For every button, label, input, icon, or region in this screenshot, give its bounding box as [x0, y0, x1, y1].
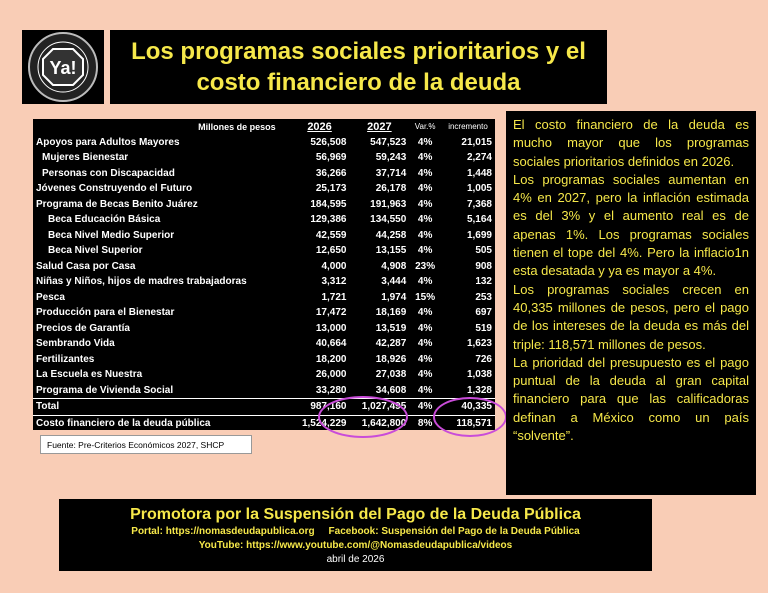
highlight-ellipse-2027	[318, 396, 408, 438]
value-increment: 505	[475, 245, 492, 257]
program-label: Beca Nivel Superior	[48, 245, 143, 257]
value-2027: 18,926	[375, 353, 407, 365]
value-var: 4%	[417, 245, 433, 257]
value-increment: 2,274	[466, 152, 492, 164]
logo	[22, 30, 104, 104]
value-2026: 56,969	[315, 152, 347, 164]
value-increment: 5,164	[466, 214, 492, 226]
value-var: 4%	[417, 307, 433, 319]
value-increment: 7,368	[466, 198, 492, 210]
program-label: Niñas y Niños, hijos de madres trabajadoras	[36, 276, 247, 288]
value-increment: 726	[475, 353, 492, 365]
table-row	[33, 212, 495, 228]
program-label: Beca Nivel Medio Superior	[48, 229, 175, 241]
table-row	[33, 135, 495, 151]
value-2027: 26,178	[375, 183, 407, 195]
footer	[59, 499, 652, 571]
value-increment: 21,015	[461, 136, 492, 148]
header-label: Millones de pesos	[198, 121, 276, 132]
value-2026: 42,559	[315, 229, 347, 241]
value-2027: 547,523	[370, 136, 407, 148]
program-label: Fertilizantes	[36, 353, 95, 365]
cost-var: 8%	[409, 415, 441, 431]
table-row	[33, 150, 495, 166]
cost-inc: 118,571	[441, 415, 495, 431]
page-title	[110, 30, 607, 104]
value-2026: 184,595	[310, 198, 347, 210]
value-2026: 12,650	[315, 245, 347, 257]
table-row	[33, 383, 495, 399]
value-2027: 37,714	[375, 167, 407, 179]
footer-links	[59, 525, 652, 539]
program-label: Beca Educación Básica	[48, 214, 161, 226]
facebook-link[interactable]: Facebook: Suspensión del Pago de la Deuda Pública	[328, 526, 580, 537]
value-var: 4%	[417, 152, 433, 164]
value-2026: 1,721	[321, 291, 347, 303]
table-row	[33, 367, 495, 383]
value-increment: 132	[475, 276, 492, 288]
value-2027: 27,038	[375, 369, 407, 381]
value-2026: 18,200	[315, 353, 347, 365]
program-label: Jóvenes Construyendo el Futuro	[36, 183, 193, 195]
program-label: Programa de Vivienda Social	[36, 384, 174, 396]
table-row	[33, 321, 495, 337]
program-label: La Escuela es Nuestra	[36, 369, 143, 381]
program-label: Personas con Discapacidad	[42, 167, 175, 179]
highlight-ellipse-increment	[433, 397, 507, 437]
total-label: Total	[33, 399, 290, 416]
table-row	[33, 305, 495, 321]
program-label: Producción para el Bienestar	[36, 307, 175, 319]
table-row	[33, 197, 495, 213]
value-2026: 40,664	[315, 338, 347, 350]
commentary-paragraph-1: El costo financiero de la deuda es mucho mayor que los programas sociales prioritarios definidos en 2026.	[513, 117, 749, 169]
table-row	[33, 243, 495, 259]
cost-label: Costo financiero de la deuda pública	[33, 415, 290, 431]
value-2027: 34,608	[375, 384, 407, 396]
value-increment: 1,448	[466, 167, 492, 179]
value-var: 4%	[417, 229, 433, 241]
footer-title: Promotora por la Suspensión del Pago de la Deuda Pública	[130, 506, 581, 523]
total-inc: 40,335	[441, 399, 495, 416]
table-row	[33, 352, 495, 368]
youtube-link[interactable]: YouTube: https://www.youtube.com/@Nomasdeudapublica/videos	[198, 540, 513, 551]
value-2027: 59,243	[375, 152, 407, 164]
value-increment: 519	[475, 322, 492, 334]
value-2026: 25,173	[315, 183, 347, 195]
program-label: Programa de Becas Benito Juárez	[36, 198, 198, 210]
header-2027: 2027	[367, 120, 392, 133]
table-header-row	[33, 119, 495, 135]
value-2026: 3,312	[321, 276, 347, 288]
value-2026: 129,386	[310, 214, 347, 226]
value-var: 4%	[417, 322, 433, 334]
commentary-paragraph-2: Los programas sociales aumentan en 4% en 2027, pero la inflación estimada es del 3% y el aumento real es de apenas 1%. Los programas sociales tienen el tope del 4%. Pero la inflacio1n esta desatada y ya es mayor a 4%.	[513, 171, 749, 279]
table-row	[33, 181, 495, 197]
value-2027: 191,963	[370, 198, 407, 210]
program-label: Mujeres Bienestar	[42, 152, 129, 164]
cost-2027: 1,642,800	[349, 415, 409, 431]
value-2027: 13,519	[375, 322, 407, 334]
value-increment: 1,699	[466, 229, 492, 241]
total-2026: 987,160	[290, 399, 350, 416]
value-2027: 18,169	[375, 307, 407, 319]
source-note: Fuente: Pre-Criterios Económicos 2027, SHCP	[40, 435, 252, 454]
value-var: 4%	[417, 369, 433, 381]
program-label: Pesca	[36, 291, 65, 303]
title-line-2: costo financiero de la deuda	[196, 69, 521, 96]
value-var: 15%	[415, 291, 436, 303]
value-2027: 42,287	[375, 338, 407, 350]
value-2026: 4,000	[321, 260, 347, 272]
commentary-paragraph-3: Los programas sociales crecen en 40,335 millones de pesos, pero el pago de los intereses de la deuda es más del triple: 118,571 millones de pesos.	[513, 281, 749, 352]
value-2027: 1,974	[381, 291, 407, 303]
value-var: 4%	[417, 167, 433, 179]
value-var: 4%	[417, 198, 433, 210]
logo-text: Ya!	[49, 58, 77, 78]
program-label: Salud Casa por Casa	[36, 260, 136, 272]
value-2026: 33,280	[315, 384, 347, 396]
program-label: Sembrando Vida	[36, 338, 115, 350]
value-2026: 36,266	[315, 167, 347, 179]
program-label: Apoyos para Adultos Mayores	[36, 136, 180, 148]
value-2026: 26,000	[315, 369, 347, 381]
value-var: 4%	[417, 276, 433, 288]
value-increment: 1,005	[466, 183, 492, 195]
table-row	[33, 259, 495, 275]
commentary-box	[506, 111, 756, 495]
header-inc: incremento	[448, 122, 488, 132]
table-row	[33, 274, 495, 290]
table-row	[33, 166, 495, 182]
table-body	[33, 135, 495, 432]
value-var: 4%	[417, 136, 433, 148]
value-var: 4%	[417, 384, 433, 396]
table-row	[33, 336, 495, 352]
value-2027: 3,444	[381, 276, 407, 288]
value-2026: 13,000	[315, 322, 347, 334]
program-label: Precios de Garantía	[36, 322, 130, 334]
value-var: 4%	[417, 214, 433, 226]
value-increment: 908	[475, 260, 492, 272]
value-increment: 697	[475, 307, 492, 319]
footer-date: abril de 2026	[326, 554, 385, 565]
value-2027: 44,258	[375, 229, 407, 241]
table-row	[33, 228, 495, 244]
data-table	[33, 119, 495, 431]
total-var: 4%	[409, 399, 441, 416]
title-line-1: Los programas sociales prioritarios y el	[131, 38, 586, 65]
value-var: 4%	[417, 353, 433, 365]
commentary-paragraph-4: La prioridad del presupuesto es el pago puntual de la deuda al gran capital financiero para que las calificadoras definan a México como un país “solvente”.	[513, 354, 749, 444]
value-var: 4%	[417, 183, 433, 195]
table-row-total	[33, 399, 495, 416]
header-2026: 2026	[307, 120, 332, 133]
value-2027: 4,908	[381, 260, 407, 272]
table-row-debt-cost	[33, 415, 495, 431]
programs-table	[33, 119, 495, 430]
header-var: Var.%	[414, 122, 436, 132]
table-row	[33, 290, 495, 306]
portal-link[interactable]: Portal: https://nomasdeudapublica.org	[131, 526, 315, 537]
value-2026: 17,472	[315, 307, 347, 319]
cost-2026: 1,524,229	[290, 415, 350, 431]
value-increment: 1,328	[466, 384, 492, 396]
value-increment: 253	[475, 291, 492, 303]
value-increment: 1,623	[466, 338, 492, 350]
value-increment: 1,038	[466, 369, 492, 381]
logo-emblem-icon	[22, 30, 104, 104]
value-2027: 134,550	[370, 214, 407, 226]
value-2026: 526,508	[310, 136, 347, 148]
value-var: 4%	[417, 338, 433, 350]
value-var: 23%	[415, 260, 436, 272]
value-2027: 13,155	[375, 245, 407, 257]
total-2027: 1,027,495	[349, 399, 409, 416]
